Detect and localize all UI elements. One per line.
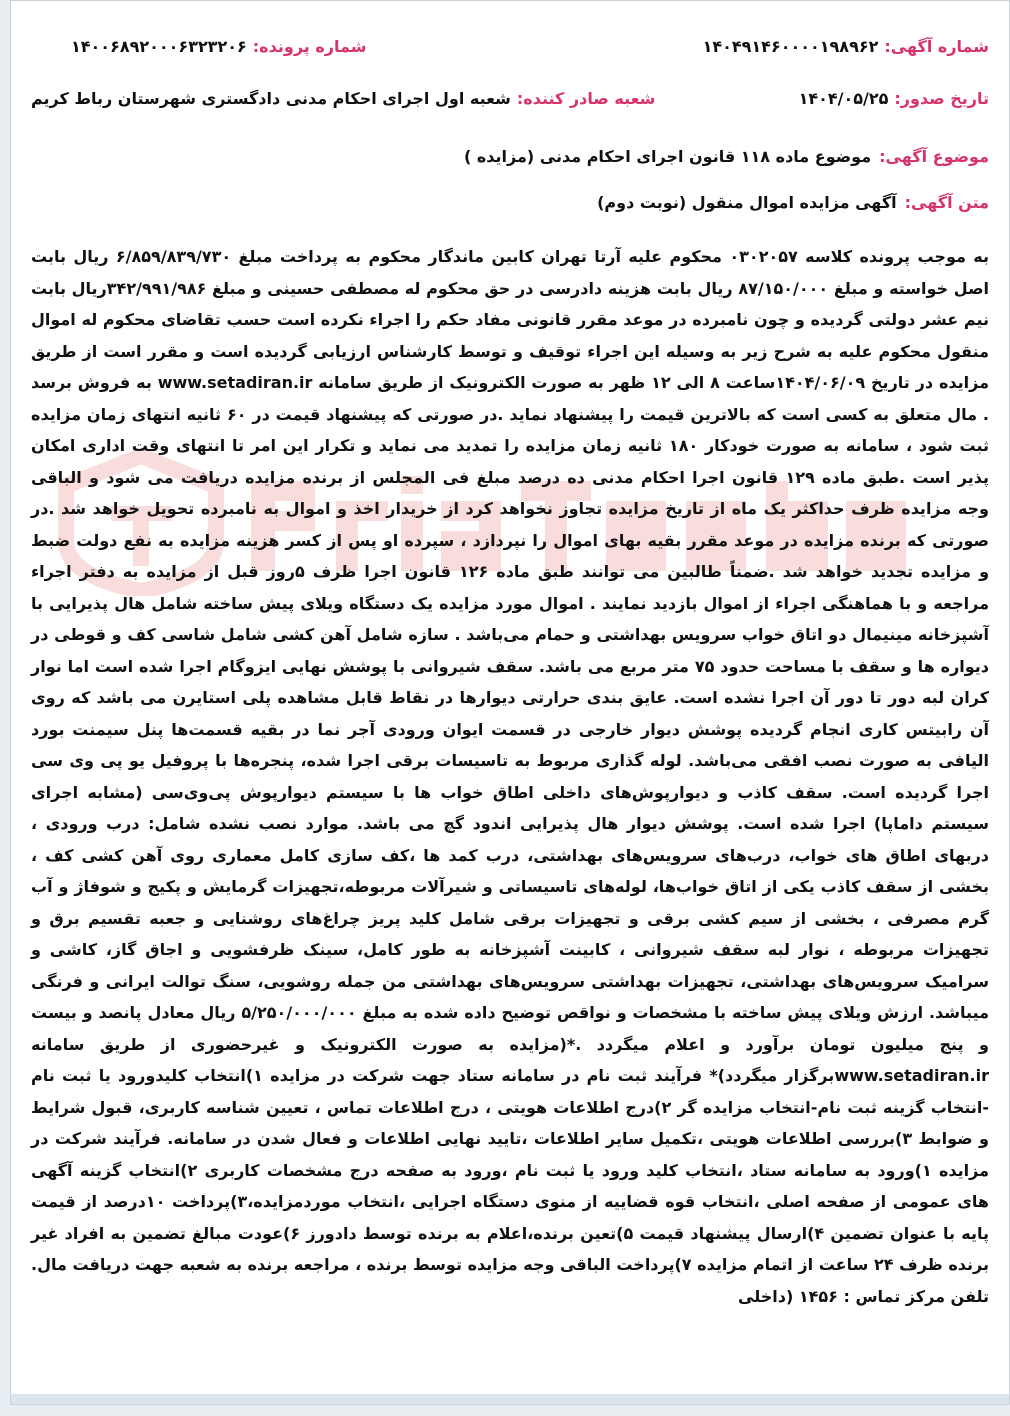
subject-value: موضوع ماده ۱۱۸ قانون اجرای احکام مدنی (مزایده ) bbox=[463, 147, 872, 166]
issuer-value: شعبه اول اجرای احکام مدنی دادگستری شهرستان رباط کریم bbox=[31, 89, 511, 108]
subject-row bbox=[31, 147, 989, 193]
case-number-value: ۱۴۰۰۶۸۹۲۰۰۰۶۳۲۳۲۰۶ bbox=[71, 37, 247, 56]
ad-body-paragraph: به موجب پرونده کلاسه ۰۳۰۲۰۵۷ محکوم علیه آرتا تهران کابین ماندگار محکوم به پرداخت مبلغ ۶/۸۵۹/۸۳۹/۷۳۰ ریال بابت اصل خواسته و مبلغ ۸۷/۱۵۰/۰۰۰ ریال بابت هزینه دادرسی در حق محکوم له مصطفی حسینی و مبلغ ۳۴۲/۹۹۱/۹۸۶ریال بابت نیم عشر دولتی گردیده و چون نامبرده در موعد مقرر قانونی مفاد حکم را اجراء نکرده است حسب تقاضای محکوم له اموال منقول محکوم علیه به شرح زیر به وسیله این اجراء توقیف و توسط کارشناس ارزیابی گردیده است و مقرر است از طریق مزایده در تاریخ ۱۴۰۴/۰۶/۰۹ساعت ۸ الی ۱۲ ظهر به صورت الکترونیک از طریق سامانه www.setadiran.ir به فروش برسد . مال متعلق به کسی است که بالاترین قیمت را پیشنهاد نماید .در صورتی که پیشنهاد قیمت در ۶۰ ثانیه انتهای زمان مزایده ثبت شود ، سامانه به صورت خودکار ۱۸۰ ثانیه زمان مزایده را تمدید می نماید و تکرار این امر تا انتهای وقت اداری امکان پذیر است .طبق ماده ۱۲۹ قانون اجرا احکام مدنی ده درصد مبلغ فی المجلس از برنده مزایده دریافت می شود و الباقی وجه مزایده ظرف حداکثر یک ماه از تاریخ مزایده تجاوز نخواهد کرد از خریدار اخذ و اموال به نامبرده تحویل خواهد شد .در صورتی که برنده مزایده در موعد مقرر بقیه بهای اموال را نپردازد ، سپرده او پس از کسر هزینه مزایده به نفع دولت ضبط و مزایده تجدید خواهد شد .ضمناً طالبین می توانند طبق ماده ۱۲۶ قانون اجرا ظرف ۵روز قبل از مزایده به دفتر اجراء مراجعه و با هماهنگی اجراء از اموال بازدید نمایند . اموال مورد مزایده یک دستگاه ویلای پیش ساخته شامل هال پذیرایی با آشپزخانه مینیمال دو اتاق خواب سرویس بهداشتی و حمام می‌باشد . سازه شامل آهن کشی شامل شاسی کف و قوطی در دیواره ها و سقف با مساحت حدود ۷۵ متر مربع می باشد. سقف شیروانی با پوشش نهایی ایزوگام اجرا شده است اما نوار کران لبه دور تا دور آن اجرا نشده است. عایق بندی حرارتی دیوارها در نقاط قابل مشاهده پلی استایرن می باشد که روی آن رابیتس کاری انجام گردیده پوشش دیوار خارجی در قسمت ایوان ورودی آجر نما در بقیه قسمت‌ها پنل سیمنت بورد الیافی به صورت نصب افقی می‌باشد. لوله گذاری مربوط به تاسیسات برقی اجرا شده، پنجره‌ها با پروفیل یو پی وی سی اجرا گردیده است. سقف کاذب و دیوارپوش‌های داخلی اطاق خواب ها با سیستم دیوارپوش پی‌وی‌سی (مشابه اجرای سیستم داماپا) اجرا شده است. پوشش دیوار هال پذیرایی اندود گچ می باشد. موارد نصب نشده شامل: درب ورودی ، دربهای اطاق های خواب، درب‌های سرویس‌های بهداشتی، درب کمد ها ،کف سازی کامل معماری روی آهن کشی کف ، بخشی از سقف کاذب یکی از اتاق خواب‌ها، لوله‌های تاسیساتی و شیرآلات مربوطه،تجهیزات گرمایش و پکیج و شوفاژ و آب گرم مصرفی ، بخشی از سیم کشی برقی و تجهیزات برقی شامل کلید پریز چراغ‌های روشنایی و جعبه تقسیم برق و تجهیزات مربوطه ، نوار لبه سقف شیروانی ، کابینت آشپزخانه به طور کامل، سینک ظرفشویی و اجاق گاز، کاشی و سرامیک سرویس‌های بهداشتی، تجهیزات بهداشتی سرویس‌های بهداشتی من جمله روشویی، سنگ توالت ایرانی و فرنگی میباشد. ارزش ویلای پیش ساخته با مشخصات و نواقص توضیح داده شده به مبلغ ۵/۲۵۰/۰۰۰/۰۰۰ ریال معادل پانصد و بیست و پنج میلیون تومان برآورد و اعلام میگردد .*(مزایده به صورت الکترونیک و غیرحضوری از طریق سامانه www.setadiran.irبرگزار میگردد)* فرآیند ثبت نام در سامانه ستاد جهت شرکت در مزایده ۱)انتخاب کلیدورود یا ثبت نام -انتخاب گزینه ثبت نام-انتخاب مزایده گر ۲)درج اطلاعات هویتی ، درج اطلاعات تماس ، تعیین شناسه کاربری، قبول شرایط و ضوابط ۳)بررسی اطلاعات هویتی ،تکمیل سایر اطلاعات ،تایید نهایی اطلاعات و فعال شدن در سامانه. فرآیند شرکت در مزایده ۱)ورود به سامانه ستاد ،انتخاب کلید ورود یا ثبت نام ،ورود به صفحه درج مشخصات کاربری ۲)انتخاب گزینه آگهی های عمومی از صفحه اصلی ،انتخاب قوه قضاییه از منوی دستگاه اجرایی ،انتخاب موردمزایده،۳)پرداخت ۱۰درصد از قیمت پایه با عنوان تضمین ۴)ارسال پیشنهاد قیمت ۵)تعین برنده،اعلام به برنده توسط دادورز ۶)عودت مبالغ تضمین به افراد غیر برنده ظرف ۲۴ ساعت از اتمام مزایده ۷)پرداخت الباقی وجه مزایده توسط برنده ، مراجعه برنده به شعبه جهت دریافت مال. تلفن مرکز تماس : ۱۴۵۶ (داخلی bbox=[31, 247, 990, 1306]
issuer bbox=[31, 89, 655, 108]
case-number-label: شماره پرونده: bbox=[252, 37, 367, 56]
bottom-bar bbox=[11, 1394, 1009, 1404]
ad-text-label: متن آگهی: bbox=[904, 193, 989, 212]
subject-label: موضوع آگهی: bbox=[879, 147, 989, 166]
notice-header bbox=[31, 37, 989, 239]
issuer-label: شعبه صادر کننده: bbox=[516, 89, 656, 108]
issue-date-label: تاریخ صدور: bbox=[894, 89, 989, 108]
ad-number-value: ۱۴۰۴۹۱۴۶۰۰۰۰۱۹۸۹۶۲ bbox=[702, 37, 879, 56]
ad-number-label: شماره آگهی: bbox=[884, 37, 989, 56]
issue-date-value: ۱۴۰۴/۰۵/۲۵ bbox=[798, 89, 889, 108]
header-row-2 bbox=[31, 89, 989, 141]
issue-date bbox=[799, 89, 989, 108]
ad-body bbox=[31, 241, 989, 1312]
header-row-1 bbox=[31, 37, 989, 89]
ad-text-title-row bbox=[31, 193, 989, 239]
ad-number bbox=[703, 37, 989, 56]
ad-text-title: آگهی مزایده اموال منقول (نوبت دوم) bbox=[597, 193, 897, 212]
notice-page bbox=[10, 0, 1010, 1405]
case-number bbox=[71, 37, 366, 56]
